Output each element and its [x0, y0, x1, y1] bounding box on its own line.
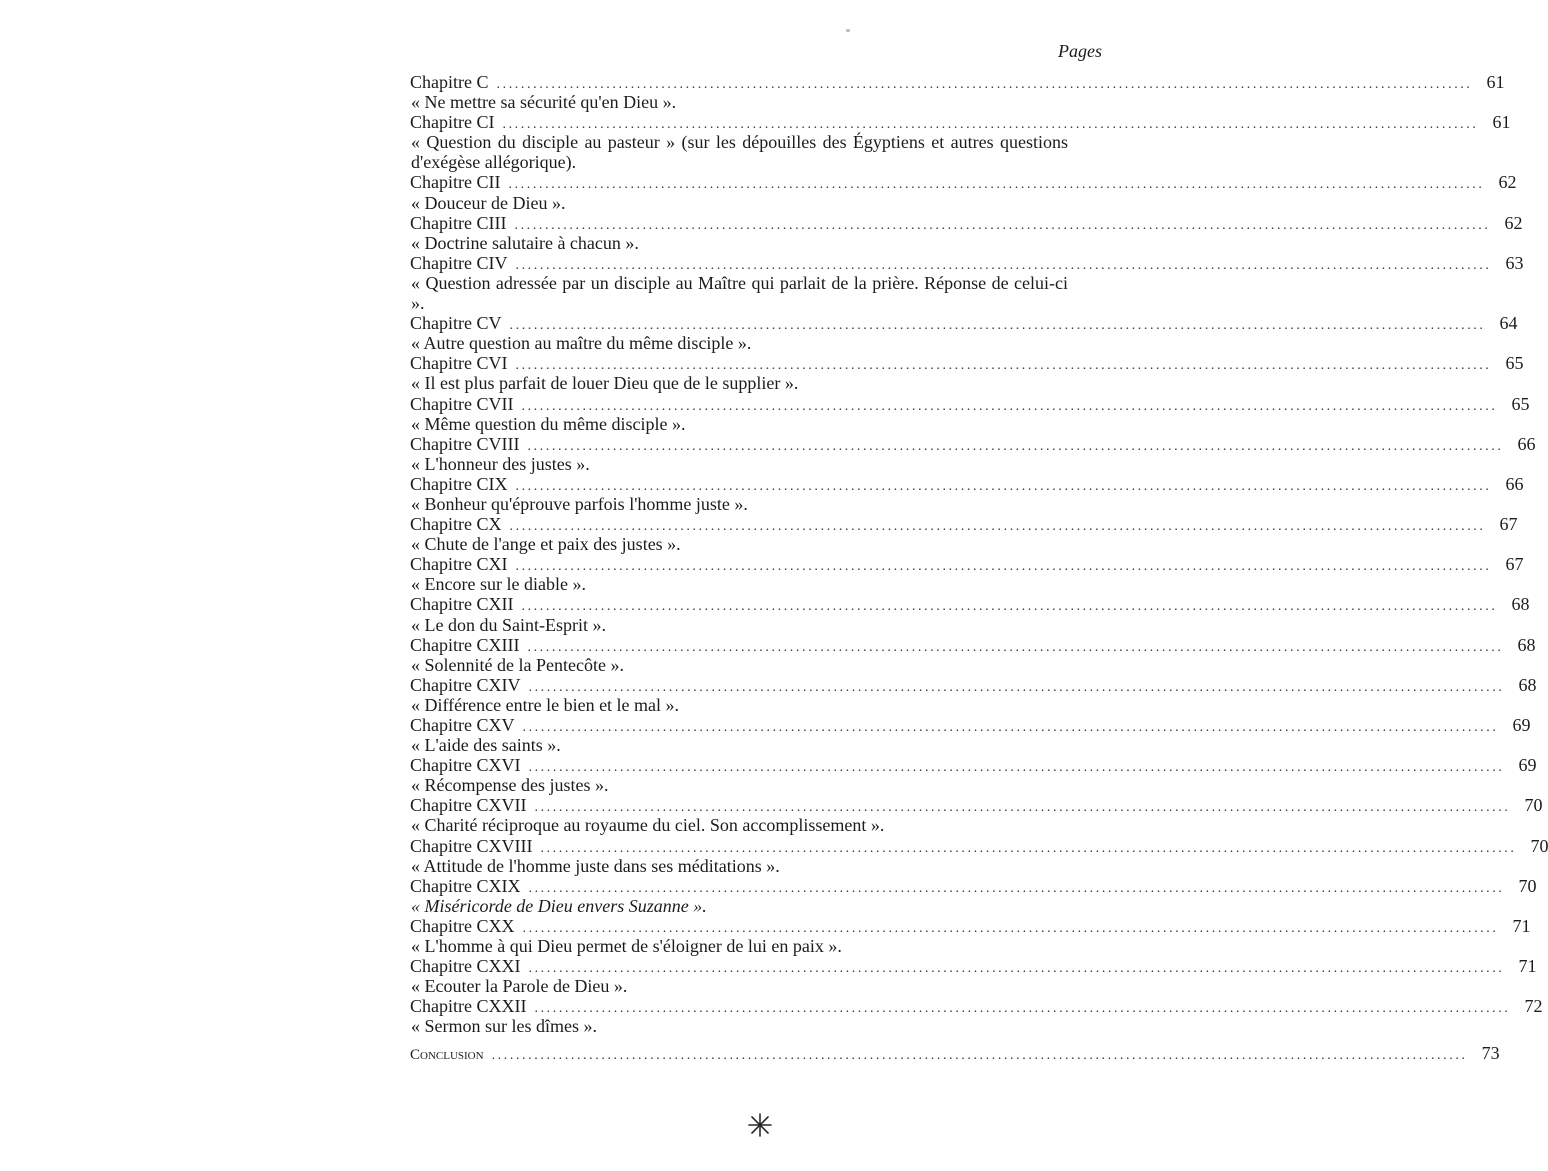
page-number: 72: [1524, 996, 1543, 1017]
chapter-label: Chapitre CX: [410, 514, 502, 535]
leader-dots: ................................................................................................................................................................: [515, 559, 1492, 575]
toc-entry-line: [410, 112, 1511, 133]
leader-dots: ................................................................................................................................................................: [521, 398, 1498, 414]
toc-entry-line: [410, 674, 1537, 695]
chapter-description: « Même question du même disciple ».: [411, 413, 686, 434]
chapter-label: Chapitre CXVII: [410, 795, 527, 816]
chapter-description: « Différence entre le bien et le mal ».: [411, 694, 680, 715]
toc-entry-line: [410, 755, 1537, 776]
page-number: 69: [1512, 715, 1531, 735]
leader-dots: ................................................................................................................................................................: [522, 920, 1499, 936]
leader-dots: ................................................................................................................................................................: [528, 880, 1505, 896]
leader-dots: ................................................................................................................................................................: [528, 961, 1505, 977]
toc-entry-line: [410, 956, 1537, 977]
pages-column-header: Pages: [1058, 41, 1102, 61]
page-number: 66: [1517, 433, 1536, 454]
page-number: 66: [1505, 473, 1524, 494]
leader-dots: ................................................................................................................................................................: [522, 720, 1499, 735]
chapter-description: « Charité réciproque au royaume du ciel. Son accomplissement ».: [411, 815, 885, 836]
leader-dots: ................................................................................................................................................................: [528, 760, 1505, 776]
chapter-label: Chapitre CXIX: [410, 875, 521, 896]
page-number: 61: [1492, 112, 1511, 133]
page-number: 70: [1524, 795, 1543, 816]
page-number: 70: [1518, 875, 1537, 896]
page-number: 68: [1517, 634, 1536, 655]
leader-dots: ................................................................................................................................................................: [515, 478, 1492, 494]
chapter-description: « Ecouter la Parole de Dieu ».: [411, 976, 628, 997]
page-number: 68: [1518, 674, 1537, 695]
toc-entry-line: [410, 393, 1530, 414]
toc-entry-line: [410, 996, 1543, 1017]
leader-dots: ................................................................................................................................................................: [496, 77, 1473, 92]
chapter-label: Chapitre CVI: [410, 353, 508, 374]
page-number: 65: [1505, 353, 1524, 374]
toc-entry-line: [410, 795, 1543, 816]
chapter-description: « Doctrine salutaire à chacun ».: [411, 232, 639, 253]
chapter-label: Chapitre C: [410, 72, 489, 92]
chapter-label: Chapitre CXXII: [410, 996, 527, 1017]
toc-entry-line: [410, 252, 1524, 273]
chapter-label: Chapitre CXV: [410, 715, 515, 735]
chapter-label: Chapitre CXVIII: [410, 835, 533, 856]
page-number: 69: [1518, 755, 1537, 776]
chapter-description: « Récompense des justes ».: [411, 775, 609, 796]
page-number: 67: [1505, 554, 1524, 575]
leader-dots: ................................................................................................................................................................: [527, 438, 1504, 454]
chapter-label: Chapitre CI: [410, 112, 495, 133]
page-number: 62: [1498, 172, 1517, 193]
page-number: 67: [1499, 514, 1518, 535]
leader-dots: ................................................................................................................................................................: [540, 840, 1517, 856]
toc-conclusion-line: [410, 1042, 1500, 1063]
toc-entry-line: [410, 172, 1517, 193]
page-number: 70: [1530, 835, 1548, 856]
page-number: 73: [1481, 1042, 1500, 1063]
chapter-description: « Sermon sur les dîmes ».: [411, 1016, 597, 1037]
chapter-description: « Chute de l'ange et paix des justes ».: [411, 534, 681, 555]
toc-entry-line: [410, 72, 1505, 92]
toc-entry-line: [410, 875, 1537, 896]
chapter-label: Chapitre CVIII: [410, 433, 520, 454]
leader-dots: ................................................................................................................................................................: [491, 1047, 1468, 1063]
chapter-description: « Bonheur qu'éprouve parfois l'homme juste ».: [411, 493, 748, 514]
page-number: 61: [1486, 72, 1505, 92]
conclusion-label: Conclusion: [410, 1046, 484, 1063]
chapter-description: « Douceur de Dieu ».: [411, 192, 566, 213]
leader-dots: ................................................................................................................................................................: [509, 519, 1486, 535]
toc-entry-line: [410, 915, 1531, 936]
page-number: 62: [1504, 212, 1523, 233]
toc-entry-line: [410, 594, 1530, 615]
table-of-contents: [410, 72, 1548, 1063]
leader-dots: ................................................................................................................................................................: [521, 599, 1498, 615]
chapter-description: « Ne mettre sa sécurité qu'en Dieu ».: [411, 92, 677, 113]
chapter-label: Chapitre CXIII: [410, 634, 520, 655]
chapter-description: « L'aide des saints ».: [411, 735, 561, 756]
leader-dots: ................................................................................................................................................................: [534, 1001, 1511, 1017]
chapter-label: Chapitre CXIV: [410, 674, 521, 695]
toc-entry-line: [410, 835, 1548, 856]
toc-entry-line: [410, 473, 1524, 494]
chapter-label: Chapitre CV: [410, 313, 502, 334]
toc-entry-line: [410, 715, 1531, 735]
chapter-description: « Le don du Saint-Esprit ».: [411, 614, 606, 635]
page-number: 68: [1511, 594, 1530, 615]
page-number: 71: [1512, 915, 1531, 936]
chapter-label: Chapitre CII: [410, 172, 501, 193]
chapter-description: « Solennité de la Pentecôte ».: [411, 654, 624, 675]
chapter-label: Chapitre CXVI: [410, 755, 521, 776]
asterisk-ornament-icon: [745, 1110, 775, 1140]
leader-dots: ................................................................................................................................................................: [534, 800, 1511, 816]
toc-entry-line: [410, 554, 1524, 575]
chapter-description: « Question adressée par un disciple au Maître qui parlait de la prière. Réponse de celui-ci ».: [411, 272, 1068, 314]
toc-entry-line: [410, 353, 1524, 374]
chapter-description: « L'homme à qui Dieu permet de s'éloigner de lui en paix ».: [411, 936, 842, 957]
leader-dots: ................................................................................................................................................................: [515, 257, 1492, 273]
chapter-label: Chapitre CIX: [410, 473, 508, 494]
chapter-label: Chapitre CVII: [410, 393, 514, 414]
page-number: 64: [1499, 313, 1518, 334]
chapter-description: « Encore sur le diable ».: [411, 574, 586, 595]
page-number: 63: [1505, 252, 1524, 273]
leader-dots: ................................................................................................................................................................: [515, 358, 1492, 374]
leader-dots: ................................................................................................................................................................: [514, 217, 1491, 233]
leader-dots: ................................................................................................................................................................: [502, 117, 1479, 133]
toc-entry-line: [410, 433, 1536, 454]
leader-dots: ................................................................................................................................................................: [508, 177, 1485, 193]
chapter-description: « Autre question au maître du même disciple ».: [411, 333, 752, 354]
paper-speck: [846, 29, 850, 32]
chapter-description: « L'honneur des justes ».: [411, 453, 590, 474]
leader-dots: ................................................................................................................................................................: [509, 318, 1486, 334]
chapter-label: Chapitre CXII: [410, 594, 514, 615]
toc-entry-line: [410, 634, 1536, 655]
page-number: 65: [1511, 393, 1530, 414]
toc-entry-line: [410, 313, 1518, 334]
toc-entry-line: [410, 514, 1518, 535]
page-number: 71: [1518, 956, 1537, 977]
chapter-label: Chapitre CIII: [410, 212, 507, 233]
toc-entry-line: [410, 212, 1523, 233]
chapter-description: « Miséricorde de Dieu envers Suzanne ».: [411, 895, 707, 916]
chapter-description: « Question du disciple au pasteur » (sur les dépouilles des Égyptiens et autres questions d'exégèse allégorique).: [411, 132, 1068, 173]
leader-dots: ................................................................................................................................................................: [528, 679, 1505, 695]
chapter-label: Chapitre CXI: [410, 554, 508, 575]
leader-dots: ................................................................................................................................................................: [527, 639, 1504, 655]
chapter-label: Chapitre CIV: [410, 252, 508, 273]
chapter-description: « Il est plus parfait de louer Dieu que de le supplier ».: [411, 373, 799, 394]
chapter-label: Chapitre CXX: [410, 915, 515, 936]
chapter-label: Chapitre CXXI: [410, 956, 521, 977]
chapter-description: « Attitude de l'homme juste dans ses méditations ».: [411, 855, 780, 876]
